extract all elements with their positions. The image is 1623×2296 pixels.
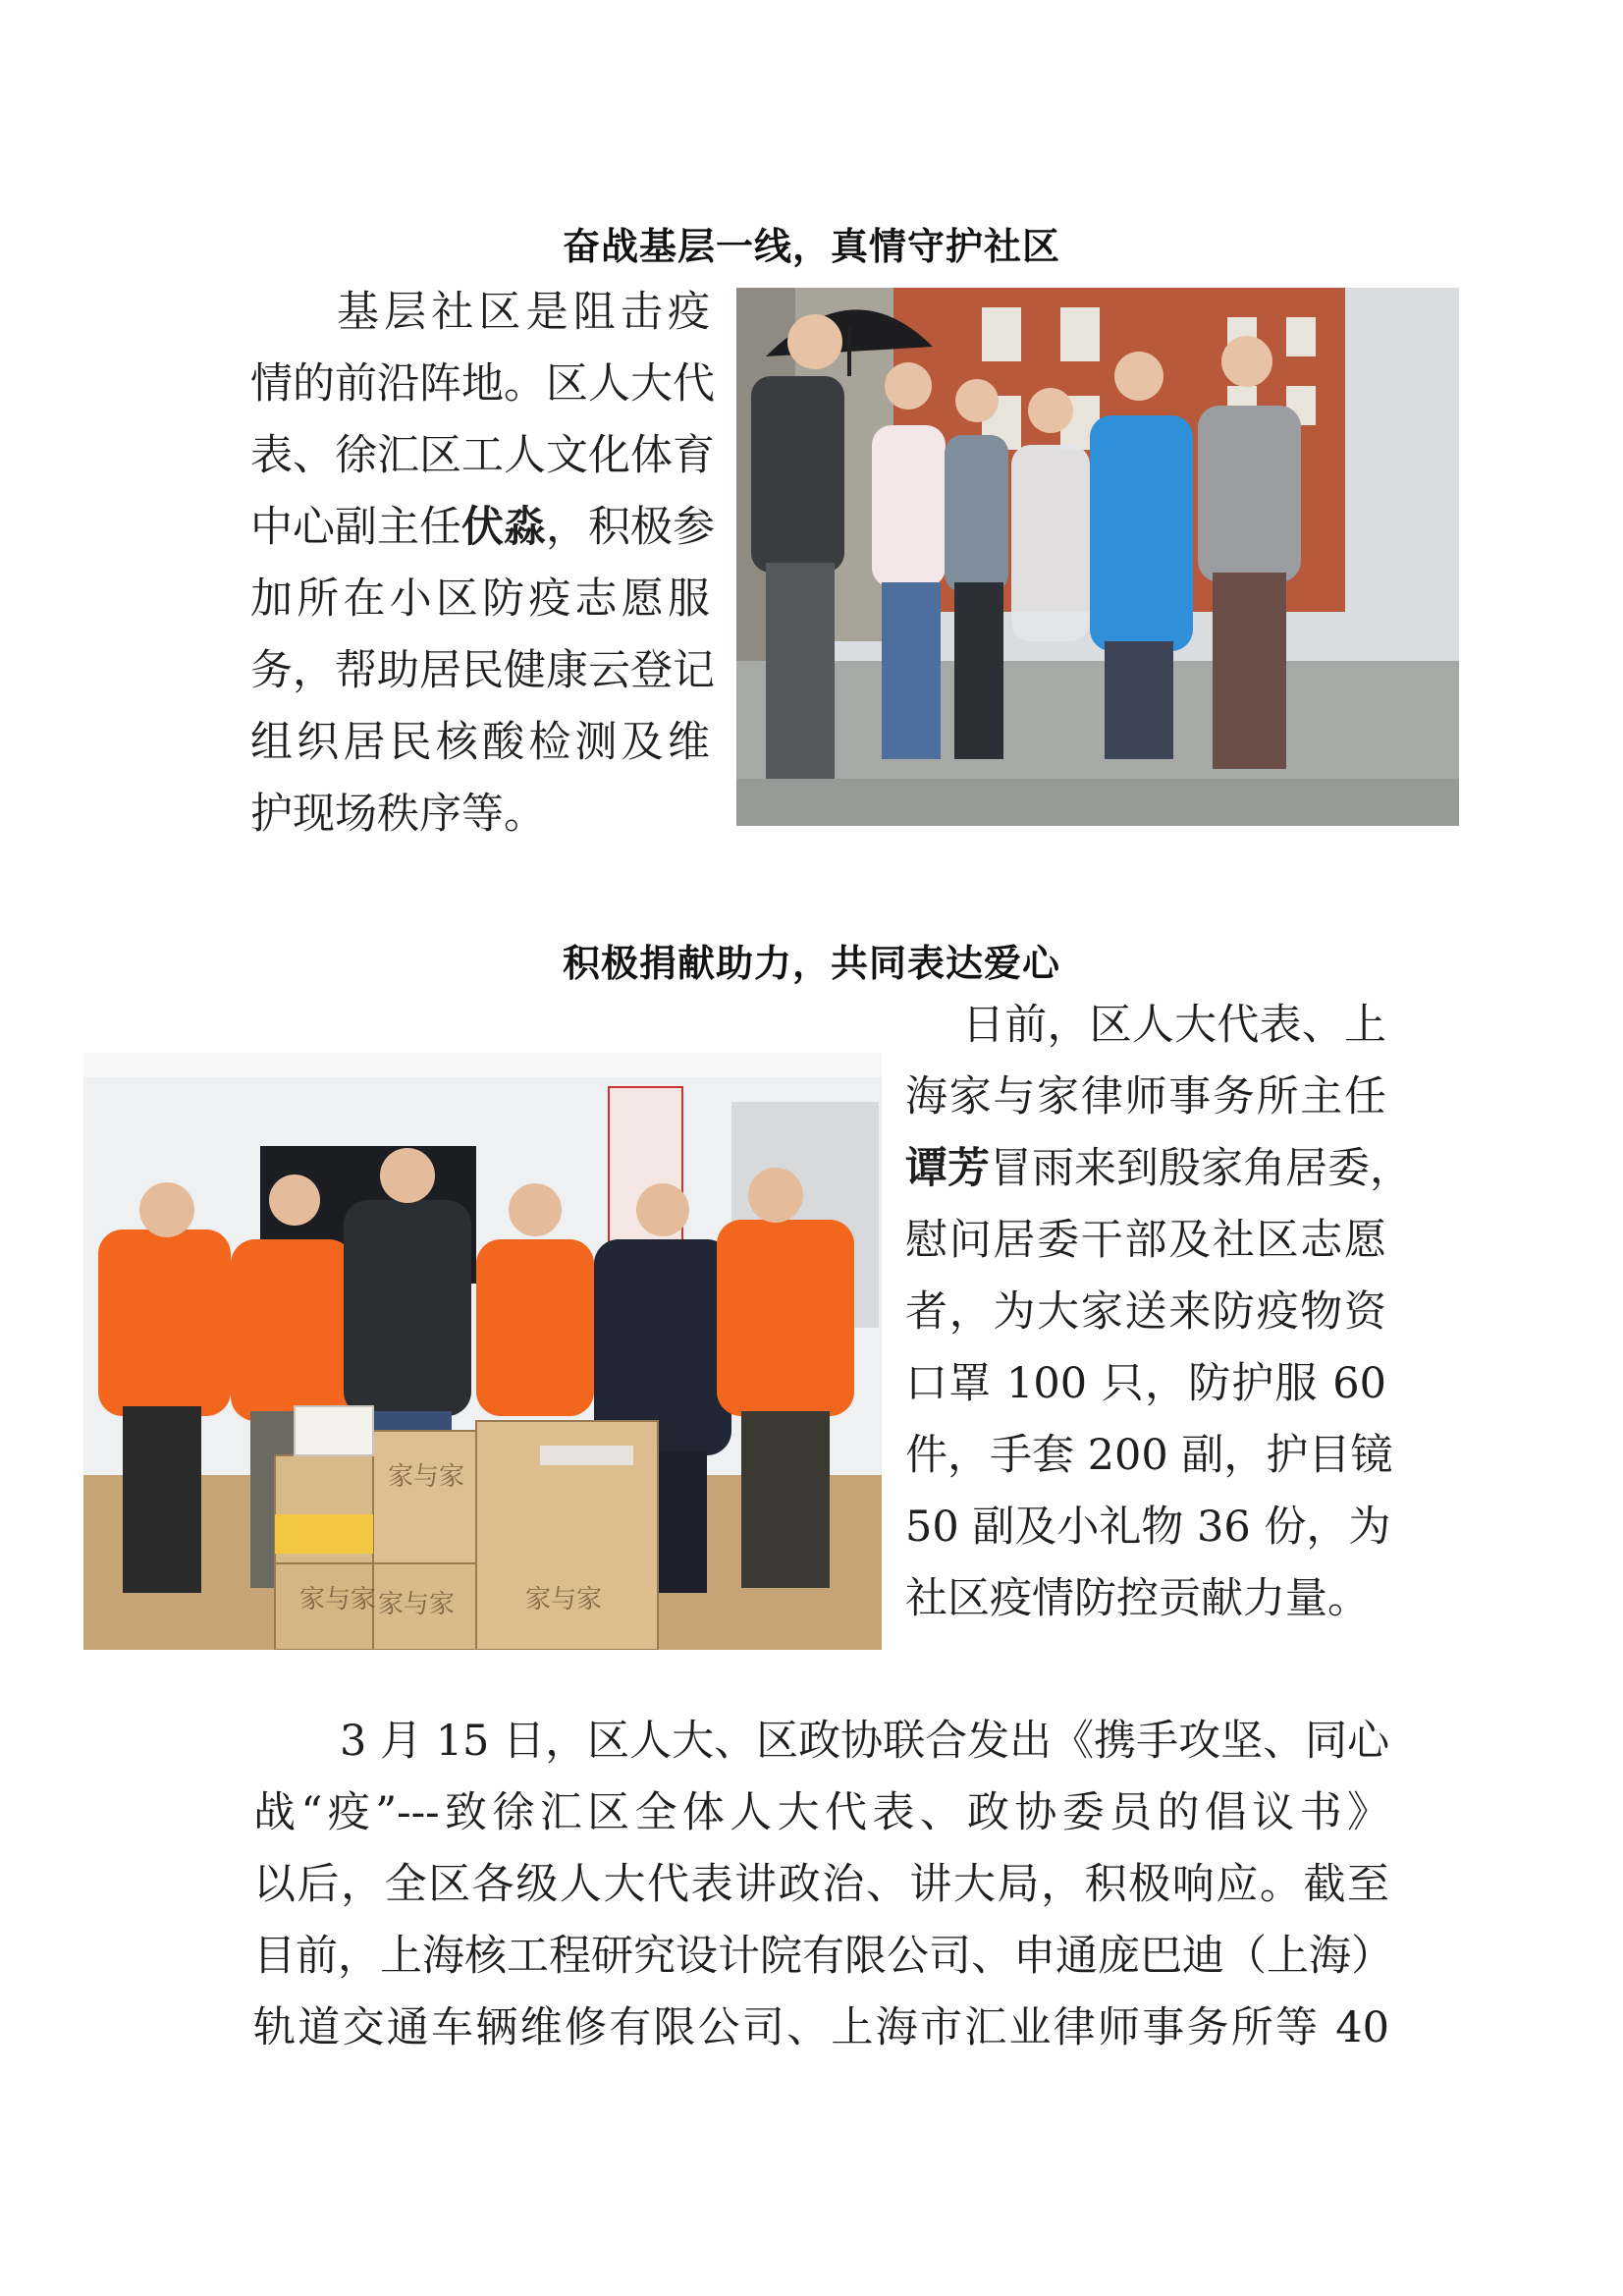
section1-paragraph (250, 277, 715, 850)
s1-line-6: 务，帮助居民健康云登记 (250, 646, 715, 695)
s3-line-1: 3 月 15 日，区人大、区政协联合发出《携手攻坚、同心 (340, 1717, 1390, 1766)
s2-line-9: 社区疫情防控贡献力量。 (905, 1574, 1370, 1623)
s1-line-4 (250, 492, 715, 564)
s1-line-4a: 中心副主任 (250, 503, 461, 552)
donation-indoor-photo (83, 1053, 882, 1650)
s1-line-7: 组织居民核酸检测及维 (250, 718, 710, 767)
s3-line-5: 轨道交通车辆维修有限公司、上海市汇业律师事务所等 40 (253, 2003, 1389, 2052)
s1-line-2: 情的前沿阵地。区人大代 (250, 359, 715, 409)
s2-line-2: 海家与家律师事务所主任 (905, 1072, 1386, 1121)
representative-name-fumiao: 伏淼 (461, 503, 546, 552)
s1-line-1: 基层社区是阻击疫 (337, 288, 710, 337)
s2-line-3 (905, 1133, 1412, 1205)
section2-paragraph (905, 990, 1412, 1635)
s1-line-5: 加所在小区防疫志愿服 (250, 574, 710, 624)
s3-line-3: 以后，全区各级人大代表讲政治、讲大局，积极响应。截至 (253, 1860, 1389, 1909)
section3-paragraph (253, 1706, 1393, 2064)
s1-line-4b: ，积极参 (546, 503, 715, 552)
box-label-3: 家与家 (378, 1590, 456, 1619)
s2-line-7: 件，手套 200 副，护目镜 (905, 1431, 1393, 1480)
s3-line-4: 目前，上海核工程研究设计院有限公司、申通庞巴迪（上海） (253, 1932, 1393, 1981)
s2-line-6: 口罩 100 只，防护服 60 (905, 1359, 1386, 1408)
s1-line-8: 护现场秩序等。 (250, 790, 546, 839)
s2-line-8: 50 副及小礼物 36 份，为 (905, 1503, 1391, 1552)
s2-line-4: 慰问居委干部及社区志愿 (905, 1216, 1386, 1265)
section1-heading: 奋战基层一线，真情守护社区 (562, 225, 1060, 268)
box-label-2: 家与家 (388, 1462, 465, 1492)
s1-line-3: 表、徐汇区工人文化体育 (250, 431, 715, 480)
representative-name-tanfang: 谭芳 (905, 1144, 990, 1193)
volunteers-outdoor-photo (736, 288, 1459, 826)
s2-line-5: 者，为大家送来防疫物资 (905, 1287, 1386, 1337)
box-label-1: 家与家 (299, 1585, 377, 1614)
s2-line-3b: 冒雨来到殷家角居委， (990, 1144, 1412, 1193)
box-label-4: 家与家 (525, 1585, 603, 1614)
s2-line-1: 日前，区人大代表、上 (962, 1001, 1386, 1050)
s3-line-2: 战“疫”---致徐汇区全体人大代表、政协委员的倡议书》 (253, 1788, 1389, 1837)
section2-heading: 积极捐献助力，共同表达爱心 (562, 942, 1060, 985)
